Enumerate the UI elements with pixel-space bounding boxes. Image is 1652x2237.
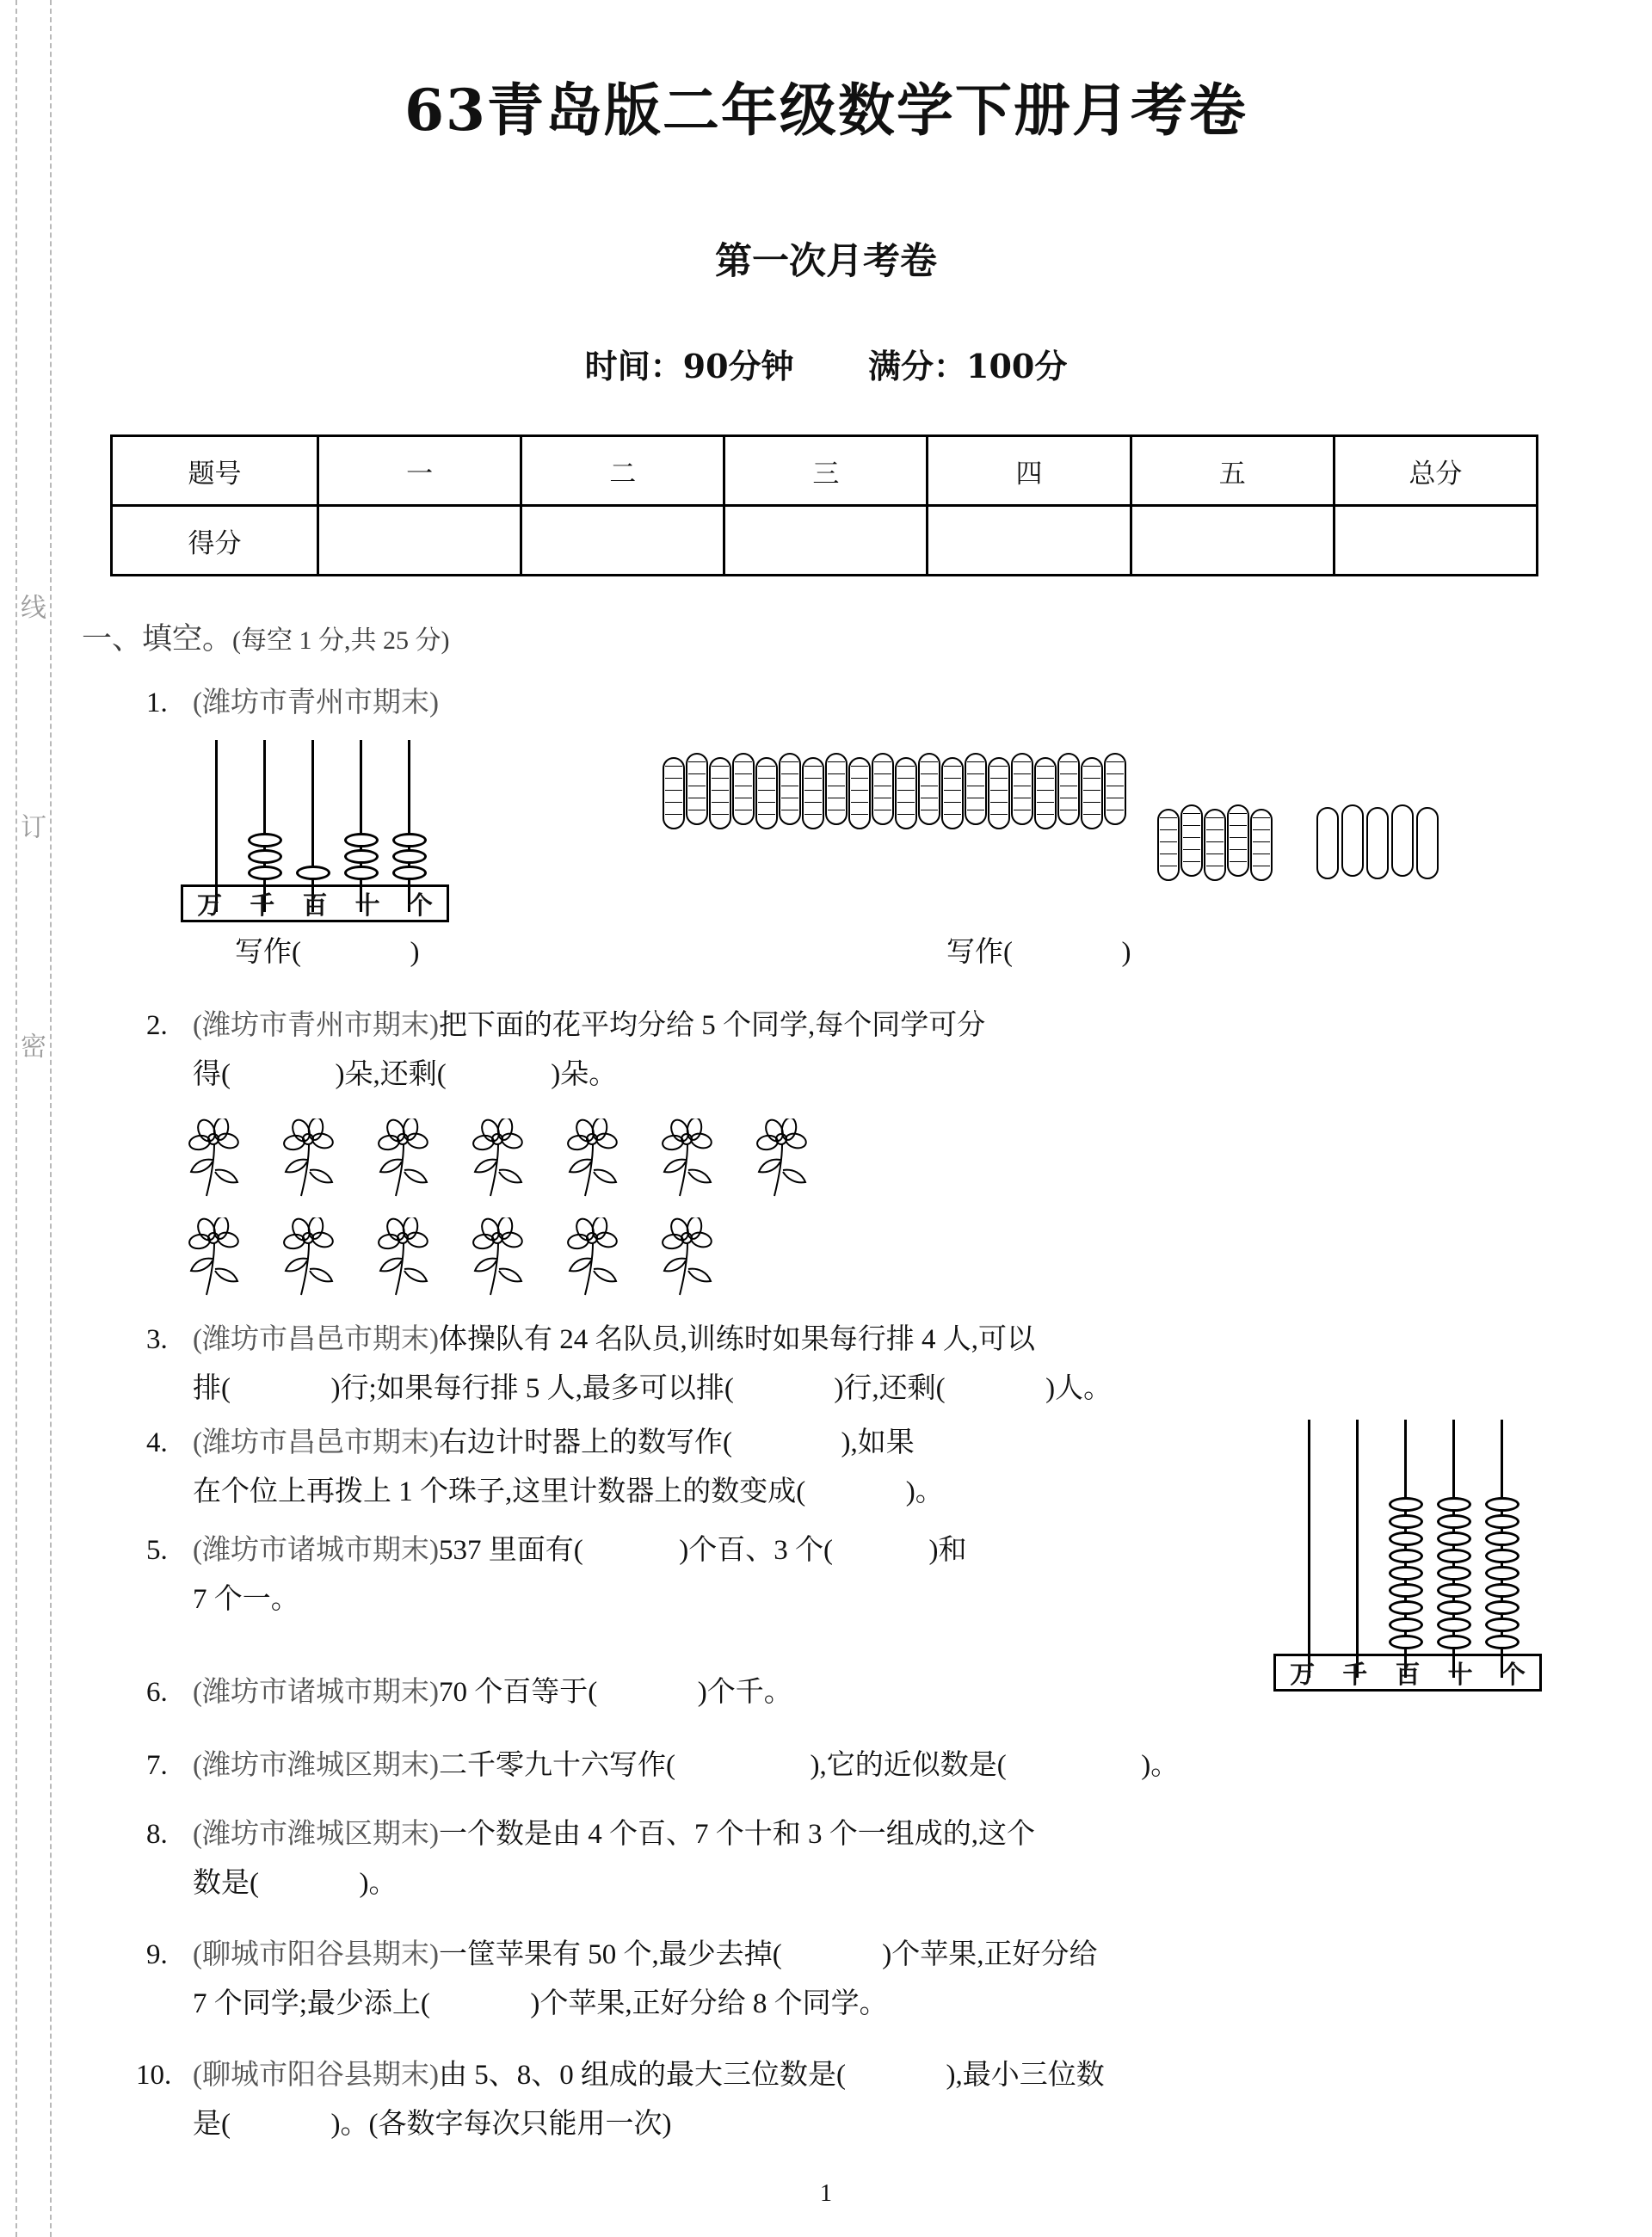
place-label-wan-2: 万 bbox=[1290, 1659, 1316, 1689]
write-label-b-2: ) bbox=[1121, 937, 1131, 968]
question-4-line2 bbox=[193, 1469, 1303, 1516]
place-label-shi-2: 十 bbox=[1447, 1659, 1473, 1689]
q9-line2-a: 7 个同学;最少添上( bbox=[193, 1988, 430, 2019]
question-8-source: (潍坊市潍城区期末) bbox=[193, 1819, 439, 1850]
question-8-number: 8. bbox=[146, 1819, 168, 1850]
q5-line1-a: 537 里面有( bbox=[438, 1535, 583, 1566]
write-label-a: 写作( bbox=[235, 937, 301, 968]
score-table-header-5: 五 bbox=[1131, 436, 1334, 506]
section-heading bbox=[82, 615, 450, 658]
question-5-source: (潍坊市诸城市期末) bbox=[193, 1535, 439, 1566]
score-cell-4[interactable] bbox=[928, 506, 1131, 576]
table-row bbox=[112, 436, 1538, 506]
question-9-line2 bbox=[193, 1981, 1652, 2028]
section-note: (每空 1 分,共 25 分) bbox=[232, 626, 450, 655]
question-10-source: (聊城市阳谷县期末) bbox=[193, 2060, 439, 2091]
flower-icon bbox=[370, 1118, 444, 1198]
q10-line2-a: 是( bbox=[193, 2109, 231, 2140]
q5-line2: 7 个一。 bbox=[193, 1584, 299, 1615]
question-4 bbox=[146, 1420, 1256, 1467]
place-label-bai: 百 bbox=[302, 890, 328, 920]
score-table-header-label: 题号 bbox=[112, 436, 318, 506]
question-1-source: (潍坊市青州市期末) bbox=[193, 687, 439, 718]
place-label-qian-2: 千 bbox=[1342, 1659, 1368, 1689]
question-7 bbox=[146, 1742, 1609, 1790]
margin-mark-line: 线 bbox=[16, 594, 45, 619]
flower-icon bbox=[654, 1217, 728, 1297]
place-label-ge-2: 个 bbox=[1500, 1659, 1526, 1689]
score-table-header-1: 一 bbox=[318, 436, 521, 506]
question-2-line2 bbox=[193, 1051, 1612, 1099]
margin-mark-ding: 订 bbox=[16, 813, 45, 839]
write-label-a-2: 写作( bbox=[946, 937, 1013, 968]
flower-icon bbox=[181, 1217, 255, 1297]
question-6-number: 6. bbox=[146, 1677, 168, 1708]
corn-bundle-group-1 bbox=[663, 753, 903, 835]
score-cell-5[interactable] bbox=[1131, 506, 1334, 576]
score-cell-2[interactable] bbox=[521, 506, 724, 576]
q2-blank-a: 得( bbox=[193, 1059, 231, 1090]
abacus-place-labels-q4 bbox=[1273, 1654, 1542, 1692]
corn-bundle-group-2 bbox=[895, 753, 1136, 835]
question-2-source: (潍坊市青州市期末) bbox=[193, 1010, 439, 1041]
q8-line2-b: )。 bbox=[359, 1868, 398, 1899]
abacus-counter-q1 bbox=[181, 740, 542, 921]
q7-line1-b: ),它的近似数是( bbox=[810, 1750, 1007, 1781]
flower-icon bbox=[559, 1217, 633, 1297]
q2-blank-c: )朵。 bbox=[551, 1059, 618, 1090]
flower-icon bbox=[275, 1118, 349, 1198]
score-cell-total[interactable] bbox=[1334, 506, 1537, 576]
question-7-source: (潍坊市潍城区期末) bbox=[193, 1750, 439, 1781]
question-2 bbox=[146, 1002, 1566, 1050]
q8-line2-a: 数是( bbox=[193, 1868, 259, 1899]
flower-icon bbox=[370, 1217, 444, 1297]
q3-blank-a: 排( bbox=[193, 1373, 231, 1404]
q7-line1-c: )。 bbox=[1141, 1750, 1180, 1781]
score-table-header-total: 总分 bbox=[1334, 436, 1537, 506]
question-3-number: 3. bbox=[146, 1324, 168, 1355]
q9-line1-a: 一筐苹果有 50 个,最少去掉( bbox=[438, 1939, 782, 1970]
q5-line1-c: )和 bbox=[928, 1535, 967, 1566]
question-3-source: (潍坊市昌邑市期末) bbox=[193, 1324, 439, 1355]
question-8-line2 bbox=[193, 1860, 398, 1907]
place-label-bai-2: 百 bbox=[1395, 1659, 1421, 1689]
question-9 bbox=[146, 1932, 1609, 1979]
question-3-line1: 体操队有 24 名队员,训练时如果每行排 4 人,可以 bbox=[438, 1324, 1035, 1355]
q4-line2-a: 在个位上再拨上 1 个珠子,这里计数器上的数变成( bbox=[193, 1476, 806, 1507]
flower-icon bbox=[749, 1118, 823, 1198]
question-4-number: 4. bbox=[146, 1427, 168, 1458]
q6-line1-a: 70 个百等于( bbox=[438, 1677, 598, 1708]
question-6-source: (潍坊市诸城市期末) bbox=[193, 1677, 439, 1708]
q8-line1: 一个数是由 4 个百、7 个十和 3 个一组成的,这个 bbox=[438, 1819, 1035, 1850]
flower-icon bbox=[465, 1118, 539, 1198]
q3-blank-c: )行,还剩( bbox=[834, 1373, 946, 1404]
question-5 bbox=[146, 1527, 1205, 1575]
place-label-wan: 万 bbox=[197, 890, 223, 920]
question-4-source: (潍坊市昌邑市期末) bbox=[193, 1427, 439, 1458]
question-5-number: 5. bbox=[146, 1535, 168, 1566]
score-table bbox=[110, 434, 1538, 576]
flower-icon bbox=[465, 1217, 539, 1297]
q7-line1-a: 二千零九十六写作( bbox=[438, 1750, 675, 1781]
q10-line1-a: 由 5、8、0 组成的最大三位数是( bbox=[438, 2060, 846, 2091]
score-table-header-2: 二 bbox=[521, 436, 724, 506]
corn-bundle-group-3 bbox=[1157, 804, 1286, 886]
abacus-place-labels-q1 bbox=[181, 884, 449, 922]
flower-icon bbox=[275, 1217, 349, 1297]
question-2-number: 2. bbox=[146, 1010, 168, 1041]
place-label-shi: 十 bbox=[354, 890, 380, 920]
question-9-source: (聊城市阳谷县期末) bbox=[193, 1939, 439, 1970]
q4-line1-a: 右边计时器上的数写作( bbox=[438, 1427, 732, 1458]
q10-line2-b: )。(各数字每次只能用一次) bbox=[330, 2109, 672, 2140]
question-3-line2 bbox=[193, 1365, 1652, 1413]
score-table-header-3: 三 bbox=[724, 436, 928, 506]
place-label-ge: 个 bbox=[407, 890, 433, 920]
question-10 bbox=[136, 2052, 1616, 2099]
question-10-number: 10. bbox=[136, 2060, 172, 2091]
q9-line2-b: )个苹果,正好分给 8 个同学。 bbox=[530, 1988, 888, 2019]
score-table-row-label: 得分 bbox=[112, 506, 318, 576]
q5-line1-b: )个百、3 个( bbox=[679, 1535, 833, 1566]
abacus-counter-q4 bbox=[1273, 1420, 1618, 1704]
margin-vertical-marks bbox=[17, 594, 48, 1252]
question-3 bbox=[146, 1316, 1609, 1364]
question-9-number: 9. bbox=[146, 1939, 168, 1970]
page-subtitle: 第一次月考卷 bbox=[715, 240, 937, 283]
q3-blank-d: )人。 bbox=[1045, 1373, 1113, 1404]
q4-line1-b: ),如果 bbox=[841, 1427, 915, 1458]
question-1-write-right bbox=[946, 929, 1131, 977]
exam-meta bbox=[0, 340, 1652, 387]
question-5-line2 bbox=[193, 1576, 299, 1624]
total-score-label: 满分：100分 bbox=[868, 347, 1068, 385]
section-label: 一、填空。 bbox=[82, 622, 233, 656]
time-limit-label: 时间：90分钟 bbox=[584, 347, 794, 385]
page-number: 1 bbox=[820, 2180, 832, 2207]
corn-loose-group bbox=[1316, 804, 1454, 886]
question-1 bbox=[146, 680, 1523, 727]
page-title: 63青岛版二年级数学下册月考卷 bbox=[404, 77, 1248, 144]
flower-icon bbox=[559, 1118, 633, 1198]
score-cell-3[interactable] bbox=[724, 506, 928, 576]
q9-line1-b: )个苹果,正好分给 bbox=[882, 1939, 1098, 1970]
question-1-number: 1. bbox=[146, 687, 168, 718]
q6-line1-b: )个千。 bbox=[697, 1677, 792, 1708]
margin-dashed-line-inner bbox=[50, 0, 52, 2237]
score-table-header-4: 四 bbox=[928, 436, 1131, 506]
question-6 bbox=[146, 1669, 1205, 1716]
flower-icon bbox=[181, 1118, 255, 1198]
question-8 bbox=[146, 1811, 1609, 1858]
place-label-qian: 千 bbox=[250, 890, 275, 920]
question-1-write-left bbox=[235, 929, 420, 977]
score-cell-1[interactable] bbox=[318, 506, 521, 576]
table-row bbox=[112, 506, 1538, 576]
flower-icon bbox=[654, 1118, 728, 1198]
q4-line2-b: )。 bbox=[905, 1476, 944, 1507]
write-label-b: ) bbox=[410, 937, 420, 968]
margin-mark-mi: 密 bbox=[16, 1032, 45, 1058]
question-7-number: 7. bbox=[146, 1750, 168, 1781]
question-10-line2 bbox=[193, 2101, 1652, 2148]
q3-blank-b: )行;如果每行排 5 人,最多可以排( bbox=[330, 1373, 734, 1404]
q2-blank-b: )朵,还剩( bbox=[335, 1059, 447, 1090]
q10-line1-b: ),最小三位数 bbox=[946, 2060, 1105, 2091]
question-2-line1: 把下面的花平均分给 5 个同学,每个同学可分 bbox=[438, 1010, 986, 1041]
